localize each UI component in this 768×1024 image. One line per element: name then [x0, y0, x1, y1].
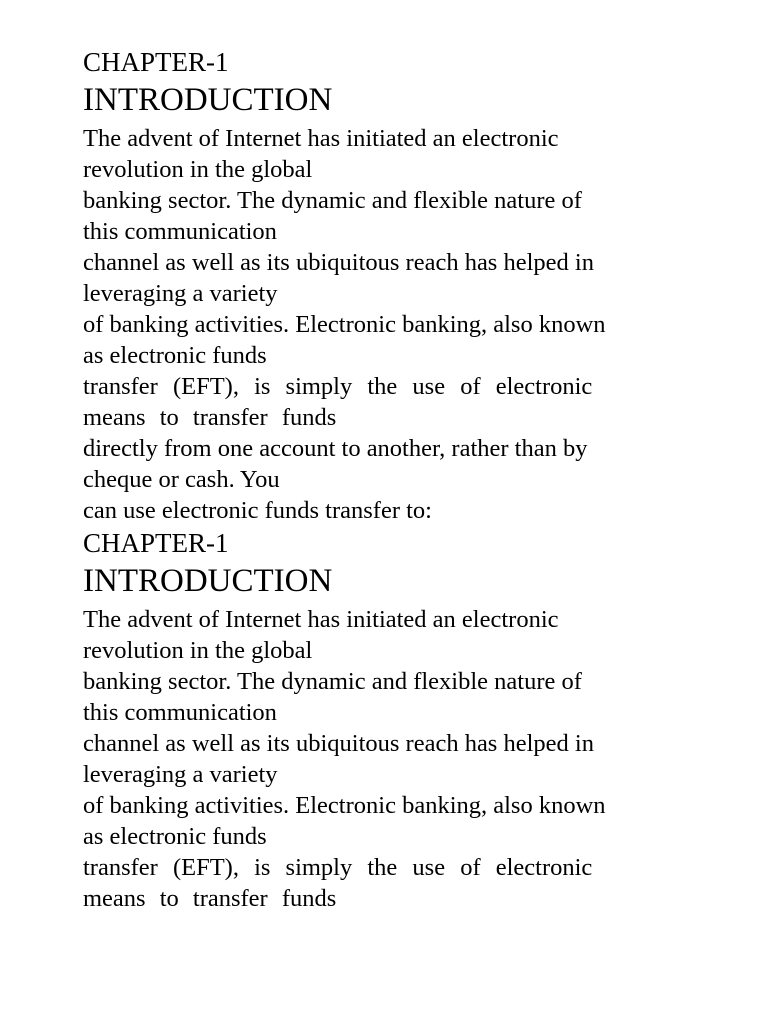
text-line: leveraging a variety — [83, 761, 278, 788]
section-1 — [83, 46, 703, 526]
text-line: banking sector. The dynamic and flexible nature of — [83, 187, 582, 214]
text-line: leveraging a variety — [83, 280, 278, 307]
section-2 — [83, 527, 703, 914]
chapter-heading: CHAPTER-1 — [83, 47, 229, 77]
text-line: of banking activities. Electronic banking, also known — [83, 792, 606, 819]
section-title: INTRODUCTION — [83, 82, 333, 118]
text-line: of banking activities. Electronic banking, also known — [83, 311, 606, 338]
document-page — [83, 46, 703, 914]
text-line: means to transfer funds — [83, 404, 337, 431]
text-line: can use electronic funds transfer to: — [83, 497, 432, 524]
text-line: revolution in the global — [83, 637, 313, 664]
text-line: banking sector. The dynamic and flexible nature of — [83, 668, 582, 695]
text-line: channel as well as its ubiquitous reach has helped in — [83, 730, 594, 757]
text-line: channel as well as its ubiquitous reach has helped in — [83, 249, 594, 276]
text-line: transfer (EFT), is simply the use of electronic — [83, 854, 593, 881]
text-line: this communication — [83, 218, 277, 245]
text-line: as electronic funds — [83, 823, 267, 850]
text-line: The advent of Internet has initiated an electronic — [83, 606, 559, 633]
text-line: cheque or cash. You — [83, 466, 280, 493]
chapter-heading: CHAPTER-1 — [83, 528, 229, 558]
text-line: this communication — [83, 699, 277, 726]
text-line: The advent of Internet has initiated an electronic — [83, 125, 559, 152]
text-line: means to transfer funds — [83, 885, 337, 912]
text-line: transfer (EFT), is simply the use of electronic — [83, 373, 593, 400]
text-line: as electronic funds — [83, 342, 267, 369]
text-line: revolution in the global — [83, 156, 313, 183]
section-title: INTRODUCTION — [83, 563, 333, 599]
text-line: directly from one account to another, rather than by — [83, 435, 588, 462]
